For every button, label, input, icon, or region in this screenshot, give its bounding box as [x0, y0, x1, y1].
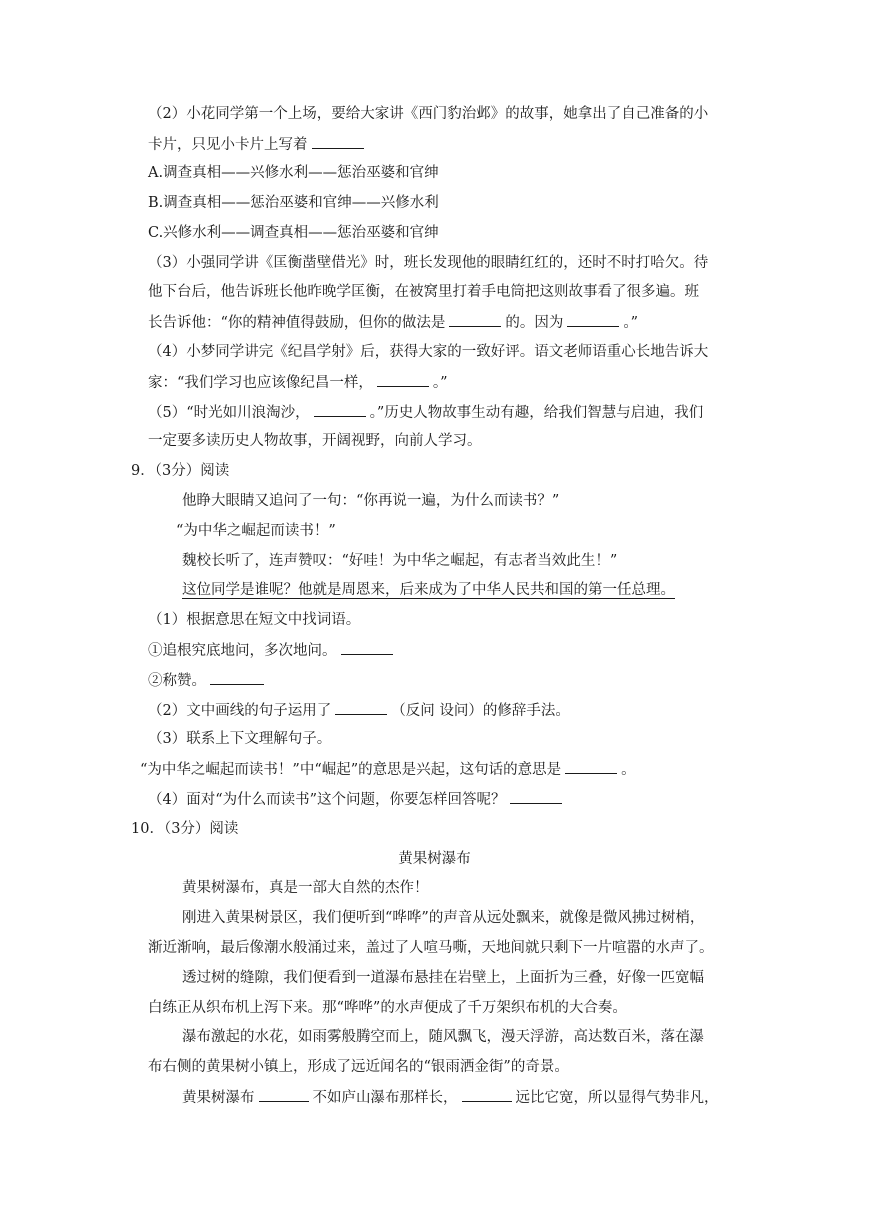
- answer-blank[interactable]: [210, 670, 264, 685]
- answer-blank[interactable]: [510, 789, 562, 804]
- q8-part2-line2: 卡片，只见小卡片上写着: [148, 134, 368, 155]
- q8-part4-line1: （4）小梦同学讲完《纪昌学射》后，获得大家的一致好评。语文老师语重心长地告诉大: [148, 344, 709, 360]
- q10-para4-line1: 瀑布激起的水花，如雨雾般腾空而上，随风飘飞，漫天浮游，高达数百米，落在瀑: [182, 1029, 704, 1045]
- q9-passage-para3: 魏校长听了，连声赞叹：“好哇！为中华之崛起，有志者当效此生！”: [182, 553, 618, 569]
- q10-para1: 黄果树瀑布，真是一部大自然的杰作！: [182, 880, 429, 896]
- q9-sub4: （4）面对“为什么而读书”这个问题，你要怎样回答呢？: [148, 789, 566, 810]
- q8-option-c: C.兴修水利——调查真相——惩治巫婆和官绅: [148, 225, 439, 241]
- q9-passage-para2: “为中华之崛起而读书！”: [176, 523, 336, 539]
- q9-sub2: （2）文中画线的句子运用了 （反问 设问）的修辞手法。: [148, 700, 570, 721]
- answer-blank[interactable]: [259, 1087, 309, 1102]
- q9-sub1-item1: ①追根究底地问，多次地问。: [148, 640, 397, 661]
- answer-blank[interactable]: [449, 312, 501, 327]
- q8-part3-line3: 长告诉他：“你的精神值得鼓励，但你的做法是 的。因为 。”: [148, 312, 638, 333]
- q9-sub1: （1）根据意思在短文中找词语。: [148, 612, 361, 628]
- answer-blank[interactable]: [312, 134, 364, 149]
- q8-part3-line2: 他下台后，他告诉班长他昨晚学匡衡，在被窝里打着手电筒把这则故事看了很多遍。班: [148, 284, 699, 300]
- q10-para3-line2: 白练正从织布机上泻下来。那“哗哗”的水声便成了千万架织布机的大合奏。: [148, 1000, 627, 1016]
- answer-blank[interactable]: [341, 640, 393, 655]
- answer-blank[interactable]: [565, 759, 617, 774]
- q9-passage-para1: 他睁大眼睛又追问了一句：“你再说一遍，为什么而读书？”: [182, 493, 560, 509]
- q8-part5-line2: 一定要多读历史人物故事，开阔视野，向前人学习。: [148, 433, 482, 449]
- q10-para2-line2: 渐近渐响，最后像潮水般涌过来，盖过了人喧马嘶，天地间就只剩下一片喧嚣的水声了。: [148, 940, 714, 956]
- q8-part5-line1: （5）“时光如川浪淘沙， 。”历史人物故事生动有趣，给我们智慧与启迪，我们: [148, 402, 703, 423]
- q9-heading: 9．（3分）阅读: [131, 463, 230, 479]
- q9-underlined-sentence: 这位同学是谁呢？他就是周恩来，后来成为了中华人民共和国的第一任总理。: [182, 582, 675, 598]
- q8-option-a: A.调查真相——兴修水利——惩治巫婆和官绅: [148, 165, 439, 181]
- q9-sub3-sentence: “为中华之崛起而读书！”中“崛起”的意思是兴起，这句话的意思是 。: [140, 759, 636, 780]
- answer-blank[interactable]: [462, 1087, 512, 1102]
- q8-part4-line2: 家：“我们学习也应该像纪昌一样， 。”: [148, 372, 448, 393]
- q10-para3-line1: 透过树的缝隙，我们便看到一道瀑布悬挂在岩壁上，上面折为三叠，好像一匹宽幅: [182, 970, 704, 986]
- q9-sub3: （3）联系上下文理解句子。: [148, 731, 332, 747]
- q8-part3-line1: （3）小强同学讲《匡衡凿壁借光》时，班长发现他的眼睛红红的，还时不时打哈欠。待: [148, 255, 709, 271]
- answer-blank[interactable]: [314, 402, 366, 417]
- q8-option-b: B.调查真相——惩治巫婆和官绅——兴修水利: [148, 195, 439, 211]
- answer-blank[interactable]: [335, 700, 387, 715]
- passage-title: 黄果树瀑布: [398, 851, 471, 867]
- q10-para5-line1: 黄果树瀑布 不如庐山瀑布那样长， 远比它宽，所以显得气势非凡，: [182, 1087, 719, 1108]
- q10-heading: 10．（3分）阅读: [131, 821, 239, 837]
- q8-part2-line1: （2）小花同学第一个上场，要给大家讲《西门豹治邺》的故事，她拿出了自己准备的小: [148, 106, 709, 122]
- q10-para4-line2: 布右侧的黄果树小镇上，形成了远近闻名的“银雨洒金街”的奇景。: [148, 1059, 569, 1075]
- q10-para2-line1: 刚进入黄果树景区，我们便听到“哗哗”的声音从远处飘来，就像是微风拂过树梢，: [182, 910, 705, 926]
- answer-blank[interactable]: [377, 372, 429, 387]
- answer-blank[interactable]: [567, 312, 619, 327]
- q9-sub1-item2: ②称赞。: [148, 670, 268, 691]
